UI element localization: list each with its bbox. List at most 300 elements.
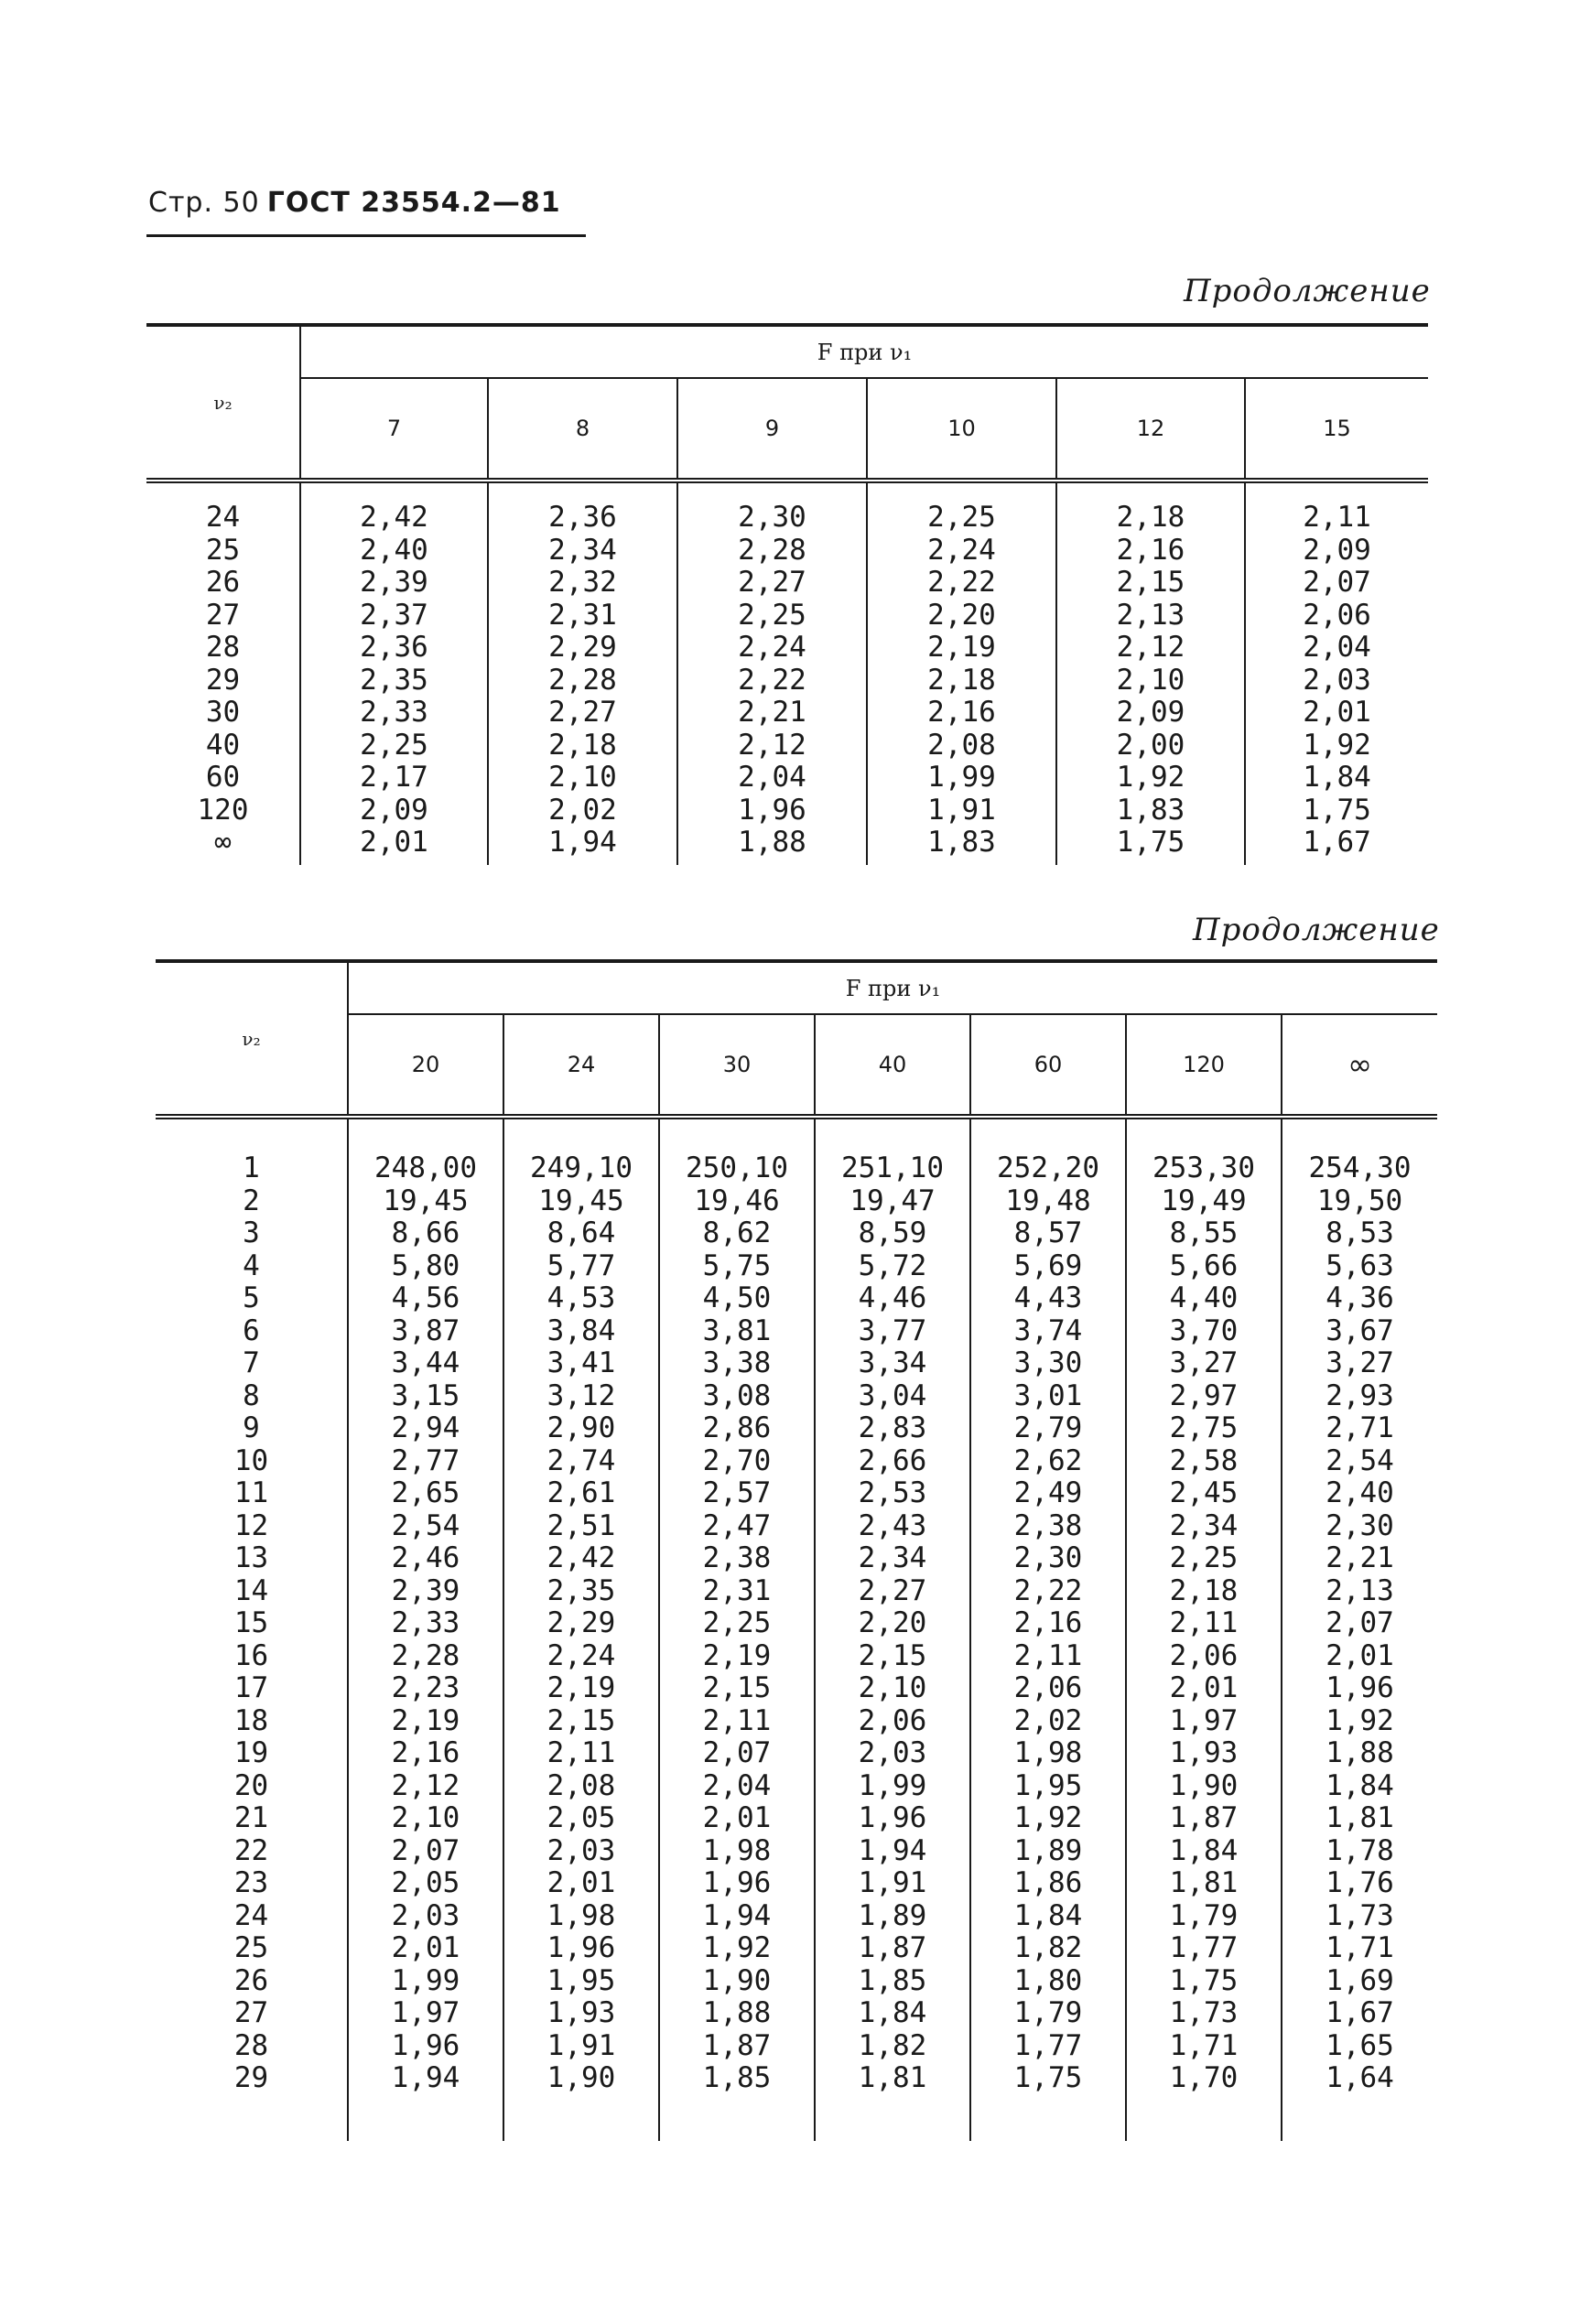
table-cell: 1,87 <box>1169 1801 1239 1834</box>
table-cell: 2,24 <box>546 1638 616 1672</box>
table-cell: 2,25 <box>360 728 428 762</box>
table-cell: 8,59 <box>858 1216 927 1249</box>
table-cell: 2,49 <box>1013 1476 1083 1509</box>
table-cell: 1,84 <box>1013 1898 1083 1932</box>
table-cell: 2,31 <box>702 1573 772 1607</box>
table-cell: 2,10 <box>858 1671 927 1704</box>
v2-value: 24 <box>233 1898 269 1932</box>
table-cell: 1,92 <box>1303 728 1371 762</box>
v2-header: ν₂ <box>146 325 300 481</box>
table-cell: 2,25 <box>702 1606 772 1639</box>
table-cell: 2,16 <box>1116 533 1185 567</box>
table-cell: 1,84 <box>1169 1833 1239 1867</box>
table-cell: 2,11 <box>1169 1606 1239 1639</box>
table-cell: 19,46 <box>694 1184 780 1217</box>
table-cell: 3,34 <box>858 1346 927 1379</box>
v2-value: 23 <box>233 1866 269 1899</box>
table-cell: 2,19 <box>702 1638 772 1672</box>
table-cell: 1,76 <box>1326 1866 1394 1899</box>
table-cell: 1,92 <box>1013 1801 1083 1834</box>
table-cell: 2,54 <box>1326 1443 1394 1477</box>
v2-value: 3 <box>243 1216 260 1249</box>
table-cell: 2,30 <box>1326 1508 1394 1542</box>
column-header: 24 <box>503 1014 659 1117</box>
table-cell: 1,65 <box>1326 2028 1394 2062</box>
table-cell: 2,13 <box>1326 1573 1394 1607</box>
table-cell: 1,81 <box>1169 1866 1239 1899</box>
table-cell: 1,98 <box>702 1833 772 1867</box>
table-cell: 2,06 <box>1013 1671 1083 1704</box>
table-cell: 2,05 <box>391 1866 460 1899</box>
table-cell: 1,89 <box>1013 1833 1083 1867</box>
table-cell: 2,35 <box>360 663 428 697</box>
table-cell: 1,99 <box>927 761 996 794</box>
table-cell: 1,92 <box>1116 761 1185 794</box>
value-column <box>1245 481 1428 865</box>
table-cell: 2,27 <box>858 1573 927 1607</box>
table-cell: 2,35 <box>546 1573 616 1607</box>
table-cell: 1,73 <box>1169 1996 1239 2029</box>
v2-value: 1 <box>243 1151 260 1184</box>
table-cell: 1,70 <box>1169 2061 1239 2094</box>
table-cell: 19,50 <box>1316 1184 1403 1217</box>
table-cell: 2,07 <box>391 1833 460 1867</box>
table-cell: 2,11 <box>1013 1638 1083 1672</box>
table-cell: 1,83 <box>927 826 996 859</box>
table-cell: 5,80 <box>391 1248 460 1282</box>
v2-value: 15 <box>233 1606 269 1639</box>
table-cell: 2,18 <box>1116 501 1185 534</box>
table-cell: 1,67 <box>1303 826 1371 859</box>
table-cell: 2,38 <box>1013 1508 1083 1542</box>
table-cell: 2,03 <box>858 1736 927 1769</box>
table-cell: 2,27 <box>738 566 806 599</box>
column-header: 7 <box>300 378 488 481</box>
table-cell: 1,96 <box>738 793 806 827</box>
header-rule <box>146 234 586 237</box>
table-cell: 1,82 <box>858 2028 927 2062</box>
value-column <box>815 1117 970 2141</box>
table-cell: 3,84 <box>546 1313 616 1347</box>
v2-value: 11 <box>233 1476 269 1509</box>
table-cell: 2,08 <box>927 728 996 762</box>
table-cell: 3,44 <box>391 1346 460 1379</box>
table-cell: 1,91 <box>927 793 996 827</box>
table-cell: 1,96 <box>702 1866 772 1899</box>
table-cell: 2,75 <box>1169 1411 1239 1444</box>
table-cell: 2,01 <box>1303 696 1371 729</box>
v2-value: 25 <box>233 1931 269 1964</box>
table-cell: 1,94 <box>702 1898 772 1932</box>
v2-value: 19 <box>233 1736 269 1769</box>
table-cell: 8,62 <box>702 1216 772 1249</box>
v2-value: 25 <box>205 533 241 567</box>
table-cell: 2,42 <box>360 501 428 534</box>
table-cell: 8,57 <box>1013 1216 1083 1249</box>
value-column <box>1282 1117 1437 2141</box>
v2-column <box>146 481 300 865</box>
table-cell: 2,40 <box>1326 1476 1394 1509</box>
table-cell: 1,95 <box>546 1963 616 1997</box>
v2-value: 13 <box>233 1541 269 1574</box>
value-column <box>1126 1117 1282 2141</box>
table-cell: 3,87 <box>391 1313 460 1347</box>
table-cell: 2,34 <box>548 533 617 567</box>
v2-value: 14 <box>233 1573 269 1607</box>
table-cell: 2,46 <box>391 1541 460 1574</box>
column-header: 9 <box>677 378 867 481</box>
column-header: 60 <box>970 1014 1126 1117</box>
table-cell: 4,46 <box>858 1281 927 1314</box>
table-cell: 2,04 <box>738 761 806 794</box>
table-cell: 2,47 <box>702 1508 772 1542</box>
table-cell: 1,96 <box>546 1931 616 1964</box>
table-cell: 3,77 <box>858 1313 927 1347</box>
table-cell: 1,97 <box>391 1996 460 2029</box>
table-cell: 1,79 <box>1013 1996 1083 2029</box>
table-cell: 1,81 <box>1326 1801 1394 1834</box>
table-cell: 1,94 <box>548 826 617 859</box>
table-cell: 2,93 <box>1326 1378 1394 1412</box>
table-cell: 1,82 <box>1013 1931 1083 1964</box>
v2-value: 7 <box>243 1346 260 1379</box>
column-header: 8 <box>488 378 677 481</box>
table-cell: 254,30 <box>1308 1151 1412 1184</box>
f-table-1 <box>146 323 1428 865</box>
v2-header: ν₂ <box>156 961 348 1117</box>
table-cell: 1,75 <box>1013 2061 1083 2094</box>
v2-value: 2 <box>243 1184 260 1217</box>
v2-value: 24 <box>205 501 241 534</box>
table-cell: 2,02 <box>1013 1703 1083 1737</box>
table-cell: 2,07 <box>1303 566 1371 599</box>
table-cell: 2,37 <box>360 598 428 632</box>
v2-value: ∞ <box>214 826 232 859</box>
table-cell: 2,28 <box>548 663 617 697</box>
table-cell: 2,07 <box>1326 1606 1394 1639</box>
table-cell: 4,43 <box>1013 1281 1083 1314</box>
table-cell: 2,08 <box>546 1768 616 1802</box>
table-cell: 2,34 <box>1169 1508 1239 1542</box>
table-cell: 2,32 <box>548 566 617 599</box>
table-cell: 3,70 <box>1169 1313 1239 1347</box>
table-cell: 248,00 <box>374 1151 477 1184</box>
table-cell: 2,45 <box>1169 1476 1239 1509</box>
table-cell: 2,07 <box>702 1736 772 1769</box>
table-cell: 1,97 <box>1169 1703 1239 1737</box>
v2-value: 26 <box>205 566 241 599</box>
table-cell: 2,25 <box>1169 1541 1239 1574</box>
table-cell: 2,58 <box>1169 1443 1239 1477</box>
table-cell: 3,27 <box>1326 1346 1394 1379</box>
column-header: 120 <box>1126 1014 1282 1117</box>
table-cell: 8,55 <box>1169 1216 1239 1249</box>
table-cell: 1,85 <box>702 2061 772 2094</box>
f-table-2 <box>156 959 1437 2141</box>
table-cell: 2,30 <box>1013 1541 1083 1574</box>
table-cell: 19,48 <box>1005 1184 1091 1217</box>
table-cell: 2,19 <box>927 631 996 664</box>
table-cell: 1,67 <box>1326 1996 1394 2029</box>
table-cell: 1,93 <box>1169 1736 1239 1769</box>
table-cell: 2,42 <box>546 1541 616 1574</box>
table-cell: 4,53 <box>546 1281 616 1314</box>
table-cell: 2,18 <box>548 728 617 762</box>
table-cell: 1,64 <box>1326 2061 1394 2094</box>
table-cell: 2,15 <box>546 1703 616 1737</box>
table-cell: 2,04 <box>1303 631 1371 664</box>
table-cell: 2,16 <box>391 1736 460 1769</box>
table-cell: 2,36 <box>360 631 428 664</box>
value-column <box>503 1117 659 2141</box>
table-cell: 2,06 <box>1169 1638 1239 1672</box>
table-cell: 1,84 <box>1303 761 1371 794</box>
table-cell: 1,85 <box>858 1963 927 1997</box>
table-cell: 2,22 <box>927 566 996 599</box>
table-cell: 8,66 <box>391 1216 460 1249</box>
table-cell: 1,91 <box>546 2028 616 2062</box>
table-cell: 8,53 <box>1326 1216 1394 1249</box>
table-cell: 2,24 <box>927 533 996 567</box>
table-cell: 3,04 <box>858 1378 927 1412</box>
continuation-label-1: Продолжение <box>1184 273 1431 309</box>
f-header: F при ν₁ <box>348 961 1437 1014</box>
table-cell: 3,12 <box>546 1378 616 1412</box>
table-cell: 253,30 <box>1152 1151 1255 1184</box>
table-cell: 2,27 <box>548 696 617 729</box>
table-cell: 251,10 <box>841 1151 944 1184</box>
table-cell: 2,03 <box>1303 663 1371 697</box>
table-cell: 1,88 <box>702 1996 772 2029</box>
table-cell: 1,79 <box>1169 1898 1239 1932</box>
table-cell: 1,77 <box>1013 2028 1083 2062</box>
table-cell: 2,83 <box>858 1411 927 1444</box>
table-cell: 2,57 <box>702 1476 772 1509</box>
table-cell: 1,99 <box>391 1963 460 1997</box>
column-header: 15 <box>1245 378 1428 481</box>
table-cell: 1,87 <box>702 2028 772 2062</box>
table-cell: 1,92 <box>702 1931 772 1964</box>
table-cell: 1,98 <box>1013 1736 1083 1769</box>
table-cell: 2,09 <box>1116 696 1185 729</box>
v2-value: 18 <box>233 1703 269 1737</box>
table-cell: 2,61 <box>546 1476 616 1509</box>
table-cell: 5,66 <box>1169 1248 1239 1282</box>
table-cell: 3,08 <box>702 1378 772 1412</box>
value-column <box>488 481 677 865</box>
table-cell: 3,67 <box>1326 1313 1394 1347</box>
table-cell: 1,95 <box>1013 1768 1083 1802</box>
table-cell: 4,40 <box>1169 1281 1239 1314</box>
table-cell: 2,12 <box>1116 631 1185 664</box>
table-cell: 1,93 <box>546 1996 616 2029</box>
table-cell: 5,72 <box>858 1248 927 1282</box>
table-cell: 2,10 <box>548 761 617 794</box>
table-cell: 1,75 <box>1116 826 1185 859</box>
table-cell: 2,12 <box>738 728 806 762</box>
table-cell: 2,01 <box>360 826 428 859</box>
v2-value: 21 <box>233 1801 269 1834</box>
table-cell: 2,30 <box>738 501 806 534</box>
table-cell: 2,09 <box>1303 533 1371 567</box>
table-cell: 1,71 <box>1169 2028 1239 2062</box>
table-cell: 252,20 <box>997 1151 1099 1184</box>
table-cell: 1,73 <box>1326 1898 1394 1932</box>
table-cell: 2,53 <box>858 1476 927 1509</box>
v2-value: 28 <box>205 631 241 664</box>
table-cell: 2,22 <box>738 663 806 697</box>
table-cell: 1,99 <box>858 1768 927 1802</box>
table-cell: 5,69 <box>1013 1248 1083 1282</box>
table-cell: 2,18 <box>927 663 996 697</box>
table-cell: 2,12 <box>391 1768 460 1802</box>
v2-value: 29 <box>205 663 241 697</box>
value-column <box>867 481 1056 865</box>
table-cell: 2,28 <box>738 533 806 567</box>
table-cell: 2,39 <box>360 566 428 599</box>
table-cell: 1,88 <box>1326 1736 1394 1769</box>
table-cell: 2,31 <box>548 598 617 632</box>
table-cell: 2,71 <box>1326 1411 1394 1444</box>
v2-column <box>156 1117 348 2141</box>
table-cell: 2,00 <box>1116 728 1185 762</box>
table-cell: 2,25 <box>738 598 806 632</box>
table-cell: 1,81 <box>858 2061 927 2094</box>
value-column <box>300 481 488 865</box>
v2-value: 28 <box>233 2028 269 2062</box>
table-cell: 2,29 <box>548 631 617 664</box>
v2-value: 5 <box>243 1281 260 1314</box>
table-cell: 1,75 <box>1303 793 1371 827</box>
table-cell: 3,41 <box>546 1346 616 1379</box>
table-cell: 1,84 <box>858 1996 927 2029</box>
table-cell: 3,27 <box>1169 1346 1239 1379</box>
table-cell: 19,49 <box>1161 1184 1247 1217</box>
v2-value: 29 <box>233 2061 269 2094</box>
table-cell: 3,74 <box>1013 1313 1083 1347</box>
table-cell: 4,36 <box>1326 1281 1394 1314</box>
table-cell: 3,15 <box>391 1378 460 1412</box>
column-header: ∞ <box>1282 1014 1437 1117</box>
table-cell: 2,97 <box>1169 1378 1239 1412</box>
table-cell: 1,94 <box>858 1833 927 1867</box>
table-cell: 2,21 <box>1326 1541 1394 1574</box>
table-cell: 2,29 <box>546 1606 616 1639</box>
table-cell: 1,94 <box>391 2061 460 2094</box>
table-cell: 2,34 <box>858 1541 927 1574</box>
table-cell: 2,66 <box>858 1443 927 1477</box>
table-cell: 2,01 <box>1326 1638 1394 1672</box>
table-cell: 2,23 <box>391 1671 460 1704</box>
table-cell: 2,15 <box>1116 566 1185 599</box>
v2-value: 4 <box>243 1248 260 1282</box>
page-number: Стр. 50 <box>148 187 260 219</box>
table-cell: 2,19 <box>546 1671 616 1704</box>
table-cell: 3,01 <box>1013 1378 1083 1412</box>
column-header: 20 <box>348 1014 503 1117</box>
table-cell: 2,94 <box>391 1411 460 1444</box>
v2-value: 27 <box>205 598 241 632</box>
table-cell: 1,80 <box>1013 1963 1083 1997</box>
table-cell: 2,05 <box>546 1801 616 1834</box>
table-cell: 1,87 <box>858 1931 927 1964</box>
table-cell: 1,96 <box>1326 1671 1394 1704</box>
table-cell: 1,83 <box>1116 793 1185 827</box>
table-cell: 8,64 <box>546 1216 616 1249</box>
table-cell: 2,11 <box>702 1703 772 1737</box>
table-cell: 5,63 <box>1326 1248 1394 1282</box>
table-cell: 19,45 <box>383 1184 469 1217</box>
f-header: F при ν₁ <box>300 325 1428 378</box>
value-column <box>1056 481 1245 865</box>
table-cell: 250,10 <box>686 1151 788 1184</box>
table-cell: 2,20 <box>927 598 996 632</box>
table-cell: 3,81 <box>702 1313 772 1347</box>
table-cell: 2,21 <box>738 696 806 729</box>
table-cell: 1,92 <box>1326 1703 1394 1737</box>
table-cell: 2,54 <box>391 1508 460 1542</box>
table-cell: 1,84 <box>1326 1768 1394 1802</box>
table-cell: 2,25 <box>927 501 996 534</box>
table-cell: 2,40 <box>360 533 428 567</box>
table-cell: 249,10 <box>530 1151 633 1184</box>
table-cell: 19,47 <box>849 1184 936 1217</box>
table-cell: 1,96 <box>391 2028 460 2062</box>
table-cell: 2,06 <box>1303 598 1371 632</box>
table-cell: 2,90 <box>546 1411 616 1444</box>
page-header <box>148 187 561 219</box>
table-cell: 2,74 <box>546 1443 616 1477</box>
table-cell: 2,62 <box>1013 1443 1083 1477</box>
v2-value: 30 <box>205 696 241 729</box>
column-header: 30 <box>659 1014 815 1117</box>
table-cell: 2,70 <box>702 1443 772 1477</box>
table-cell: 1,96 <box>858 1801 927 1834</box>
table-cell: 2,18 <box>1169 1573 1239 1607</box>
table-cell: 1,90 <box>546 2061 616 2094</box>
table-cell: 1,91 <box>858 1866 927 1899</box>
table-cell: 1,98 <box>546 1898 616 1932</box>
table-cell: 2,10 <box>391 1801 460 1834</box>
v2-value: 20 <box>233 1768 269 1802</box>
value-column <box>348 1117 503 2141</box>
table-cell: 2,10 <box>1116 663 1185 697</box>
v2-value: 9 <box>243 1411 260 1444</box>
table-cell: 2,28 <box>391 1638 460 1672</box>
value-column <box>677 481 867 865</box>
table-cell: 3,38 <box>702 1346 772 1379</box>
table-cell: 2,39 <box>391 1573 460 1607</box>
table-cell: 2,19 <box>391 1703 460 1737</box>
v2-value: 12 <box>233 1508 269 1542</box>
table-cell: 2,15 <box>858 1638 927 1672</box>
table-cell: 1,77 <box>1169 1931 1239 1964</box>
table-cell: 2,22 <box>1013 1573 1083 1607</box>
table-cell: 2,33 <box>360 696 428 729</box>
table-cell: 5,77 <box>546 1248 616 1282</box>
table-cell: 1,78 <box>1326 1833 1394 1867</box>
table-cell: 1,71 <box>1326 1931 1394 1964</box>
column-header: 12 <box>1056 378 1245 481</box>
table-cell: 1,69 <box>1326 1963 1394 1997</box>
table-cell: 1,88 <box>738 826 806 859</box>
standard-code: ГОСТ 23554.2—81 <box>266 187 561 219</box>
table-cell: 1,90 <box>702 1963 772 1997</box>
table-cell: 2,09 <box>360 793 428 827</box>
table-cell: 2,20 <box>858 1606 927 1639</box>
table-cell: 2,04 <box>702 1768 772 1802</box>
table-cell: 2,06 <box>858 1703 927 1737</box>
